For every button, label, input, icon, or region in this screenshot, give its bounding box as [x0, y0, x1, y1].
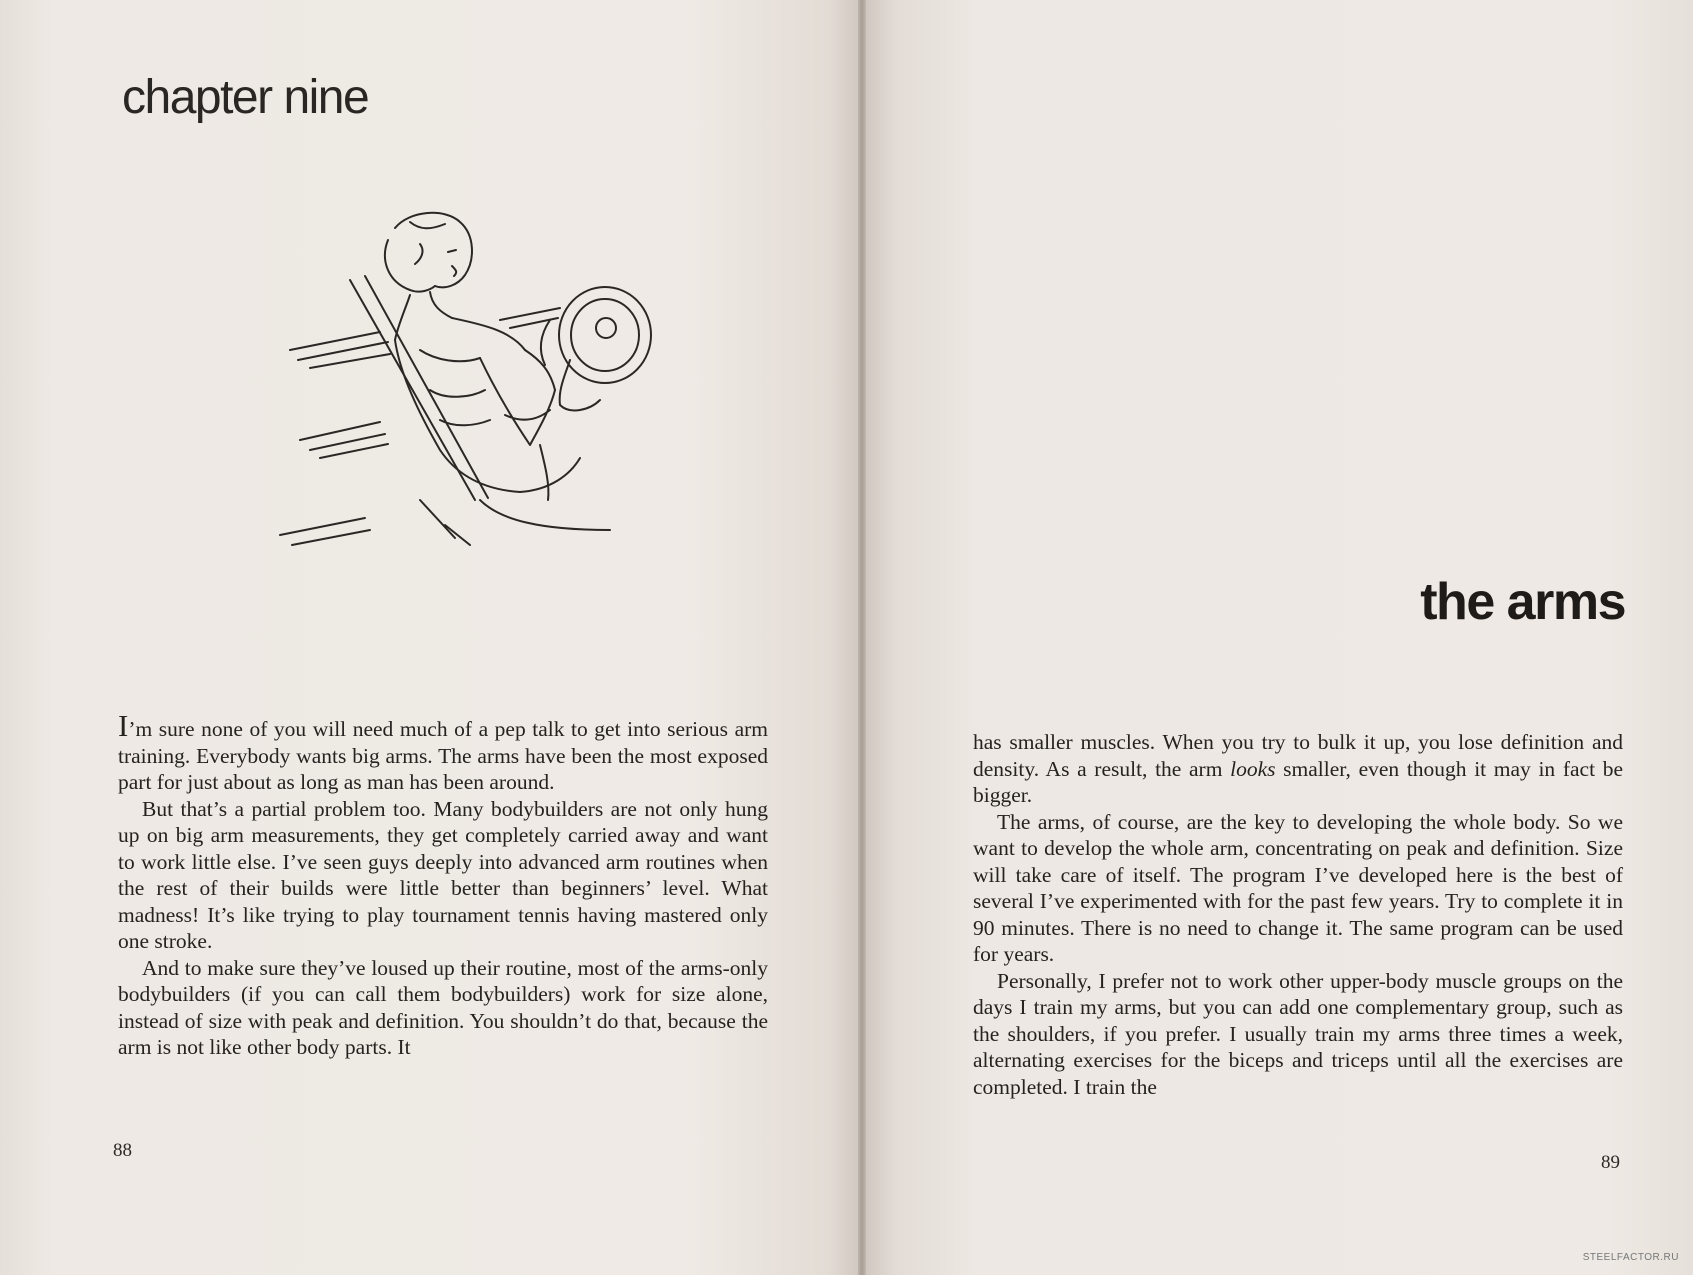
right-paragraph-2: The arms, of course, are the key to developing the whole body. So we want to develop the whole arm, concentrating on peak and definition. Size will take care of itself. The program I’ve developed here is the best of several I’ve experimented with for the past few years. Try to complete it in 90 minutes. There is no need to change it. The same program can be used for years. [973, 809, 1623, 966]
drop-cap: I [118, 708, 129, 743]
left-paragraph-2: But that’s a partial problem too. Many bodybuilders are not only hung up on big arm measurements, they get completely carried away and want to work little else. I’ve seen guys deeply into advanced arm routines when the rest of their builds were little better than beginners’ level. What madness! It’s like trying to play tournament tennis having mastered only one stroke. [118, 796, 768, 953]
right-paragraph-3: Personally, I prefer not to work other upper-body muscle groups on the days I train my arms, but you can add one complementary group, such as the shoulders, if you prefer. I usually train my arms three times a week, alternating exercises for the biceps and triceps until all the exercises are completed. I train the [973, 968, 1623, 1099]
right-paragraph-1 [973, 729, 1623, 809]
chapter-heading: chapter nine [122, 71, 369, 124]
left-body-text [118, 708, 768, 1061]
right-paragraph-1-end: smaller, even though it may in fact be bigger. [973, 756, 1624, 807]
left-paragraph-1-text: ’m sure none of you will need much of a pep talk to get into serious arm training. Everybody wants big arms. The arms have been the most exposed part for just about as long as man has been around. [118, 717, 768, 794]
book-gutter [858, 0, 866, 1275]
right-paragraph-1-start: has smaller muscles. When you try to bulk it up, you lose definition and density. As a result, the arm [973, 730, 1623, 781]
section-heading: the arms [1420, 573, 1625, 631]
left-paragraph-1 [118, 708, 768, 796]
left-paragraph-3: And to make sure they’ve loused up their routine, most of the arms-only bodybuilders (if you can call them bodybuilders) work for size alone, instead of size with peak and definition. You shouldn’t do that, because the arm is not like other body parts. It [118, 955, 768, 1059]
watermark: STEELFACTOR.RU [1582, 1252, 1679, 1263]
right-body-text [973, 729, 1623, 1100]
dumbbell-curl-illustration [270, 200, 670, 570]
emphasized-word: looks [1230, 756, 1276, 781]
left-page-number: 88 [113, 1140, 132, 1161]
right-page-number: 89 [1601, 1152, 1620, 1173]
